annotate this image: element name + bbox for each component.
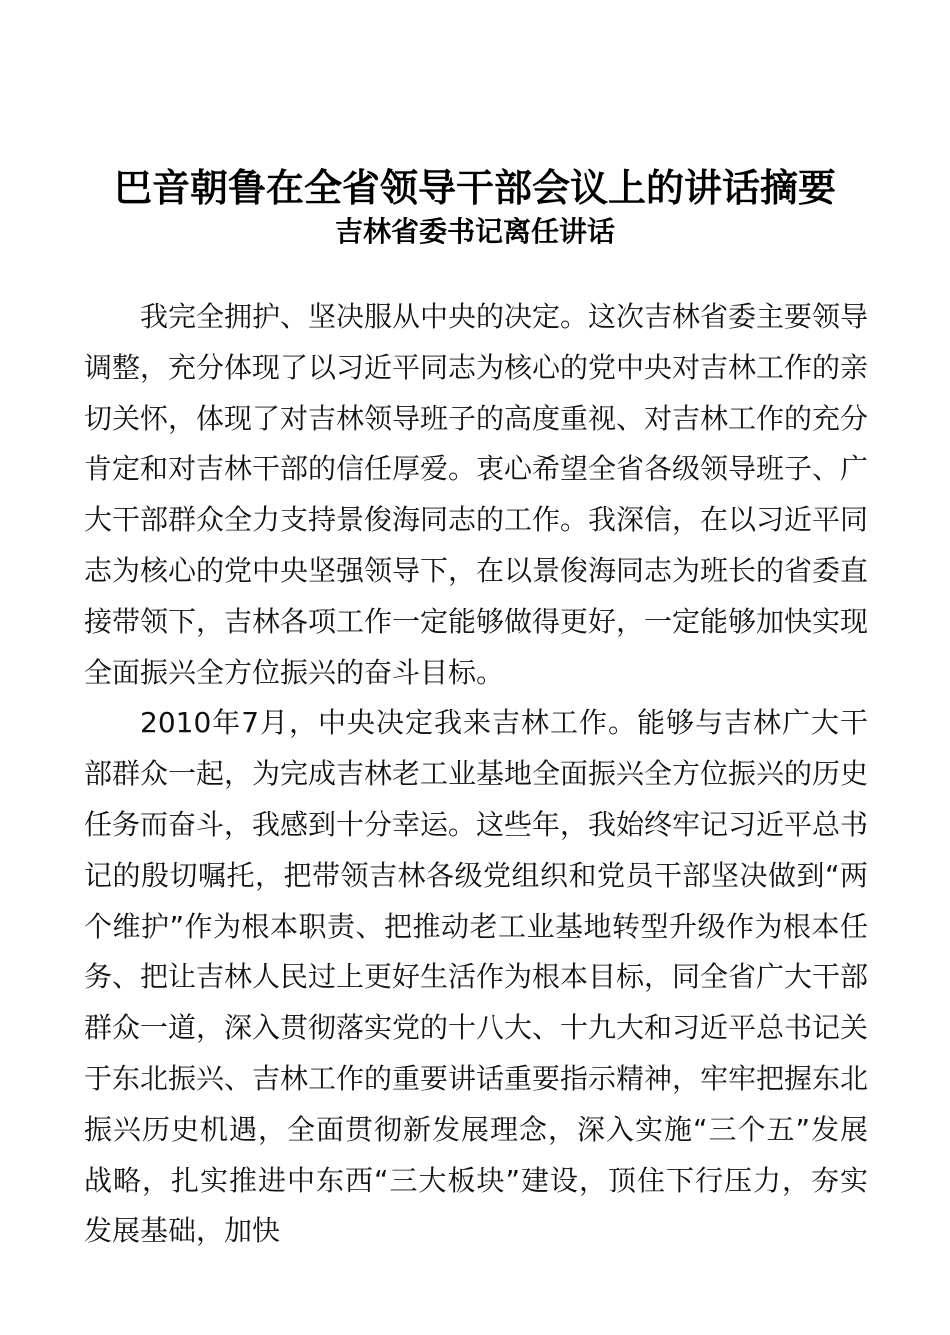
document-title: 巴音朝鲁在全省领导干部会议上的讲话摘要 — [113, 166, 836, 210]
document-subtitle: 吉林省委书记离任讲话 — [334, 215, 615, 248]
document-body — [84, 292, 868, 1257]
paragraph-1: 我完全拥护、坚决服从中央的决定。这次吉林省委主要领导调整，充分体现了以习近平同志为核心的党中央对吉林工作的亲切关怀，体现了对吉林领导班子的高度重视、对吉林工作的充分肯定和对吉林干部的信任厚爱。衷心希望全省各级领导班子、广大干部群众全力支持景俊海同志的工作。我深信，在以习近平同志为核心的党中央坚强领导下，在以景俊海同志为班长的省委直接带领下，吉林各项工作一定能够做得更好，一定能够加快实现全面振兴全方位振兴的奋斗目标。 — [84, 300, 869, 689]
paragraph-2: 2010年7月，中央决定我来吉林工作。能够与吉林广大干部群众一起，为完成吉林老工业基地全面振兴全方位振兴的历史任务而奋斗，我感到十分幸运。这些年，我始终牢记习近平总书记的殷切嘱托，把带领吉林各级党组织和党员干部坚决做到“两个维护”作为根本职责、把推动老工业基地转型升级作为根本任务、把让吉林人民过上更好生活作为根本目标，同全省广大干部群众一道，深入贯彻落实党的十八大、十九大和习近平总书记关于东北振兴、吉林工作的重要讲话重要指示精神，牢牢把握东北振兴历史机遇，全面贯彻新发展理念，深入实施“三个五”发展战略，扎实推进中东西“三大板块”建设，顶住下行压力，夯实发展基础，加快 — [84, 706, 869, 1248]
